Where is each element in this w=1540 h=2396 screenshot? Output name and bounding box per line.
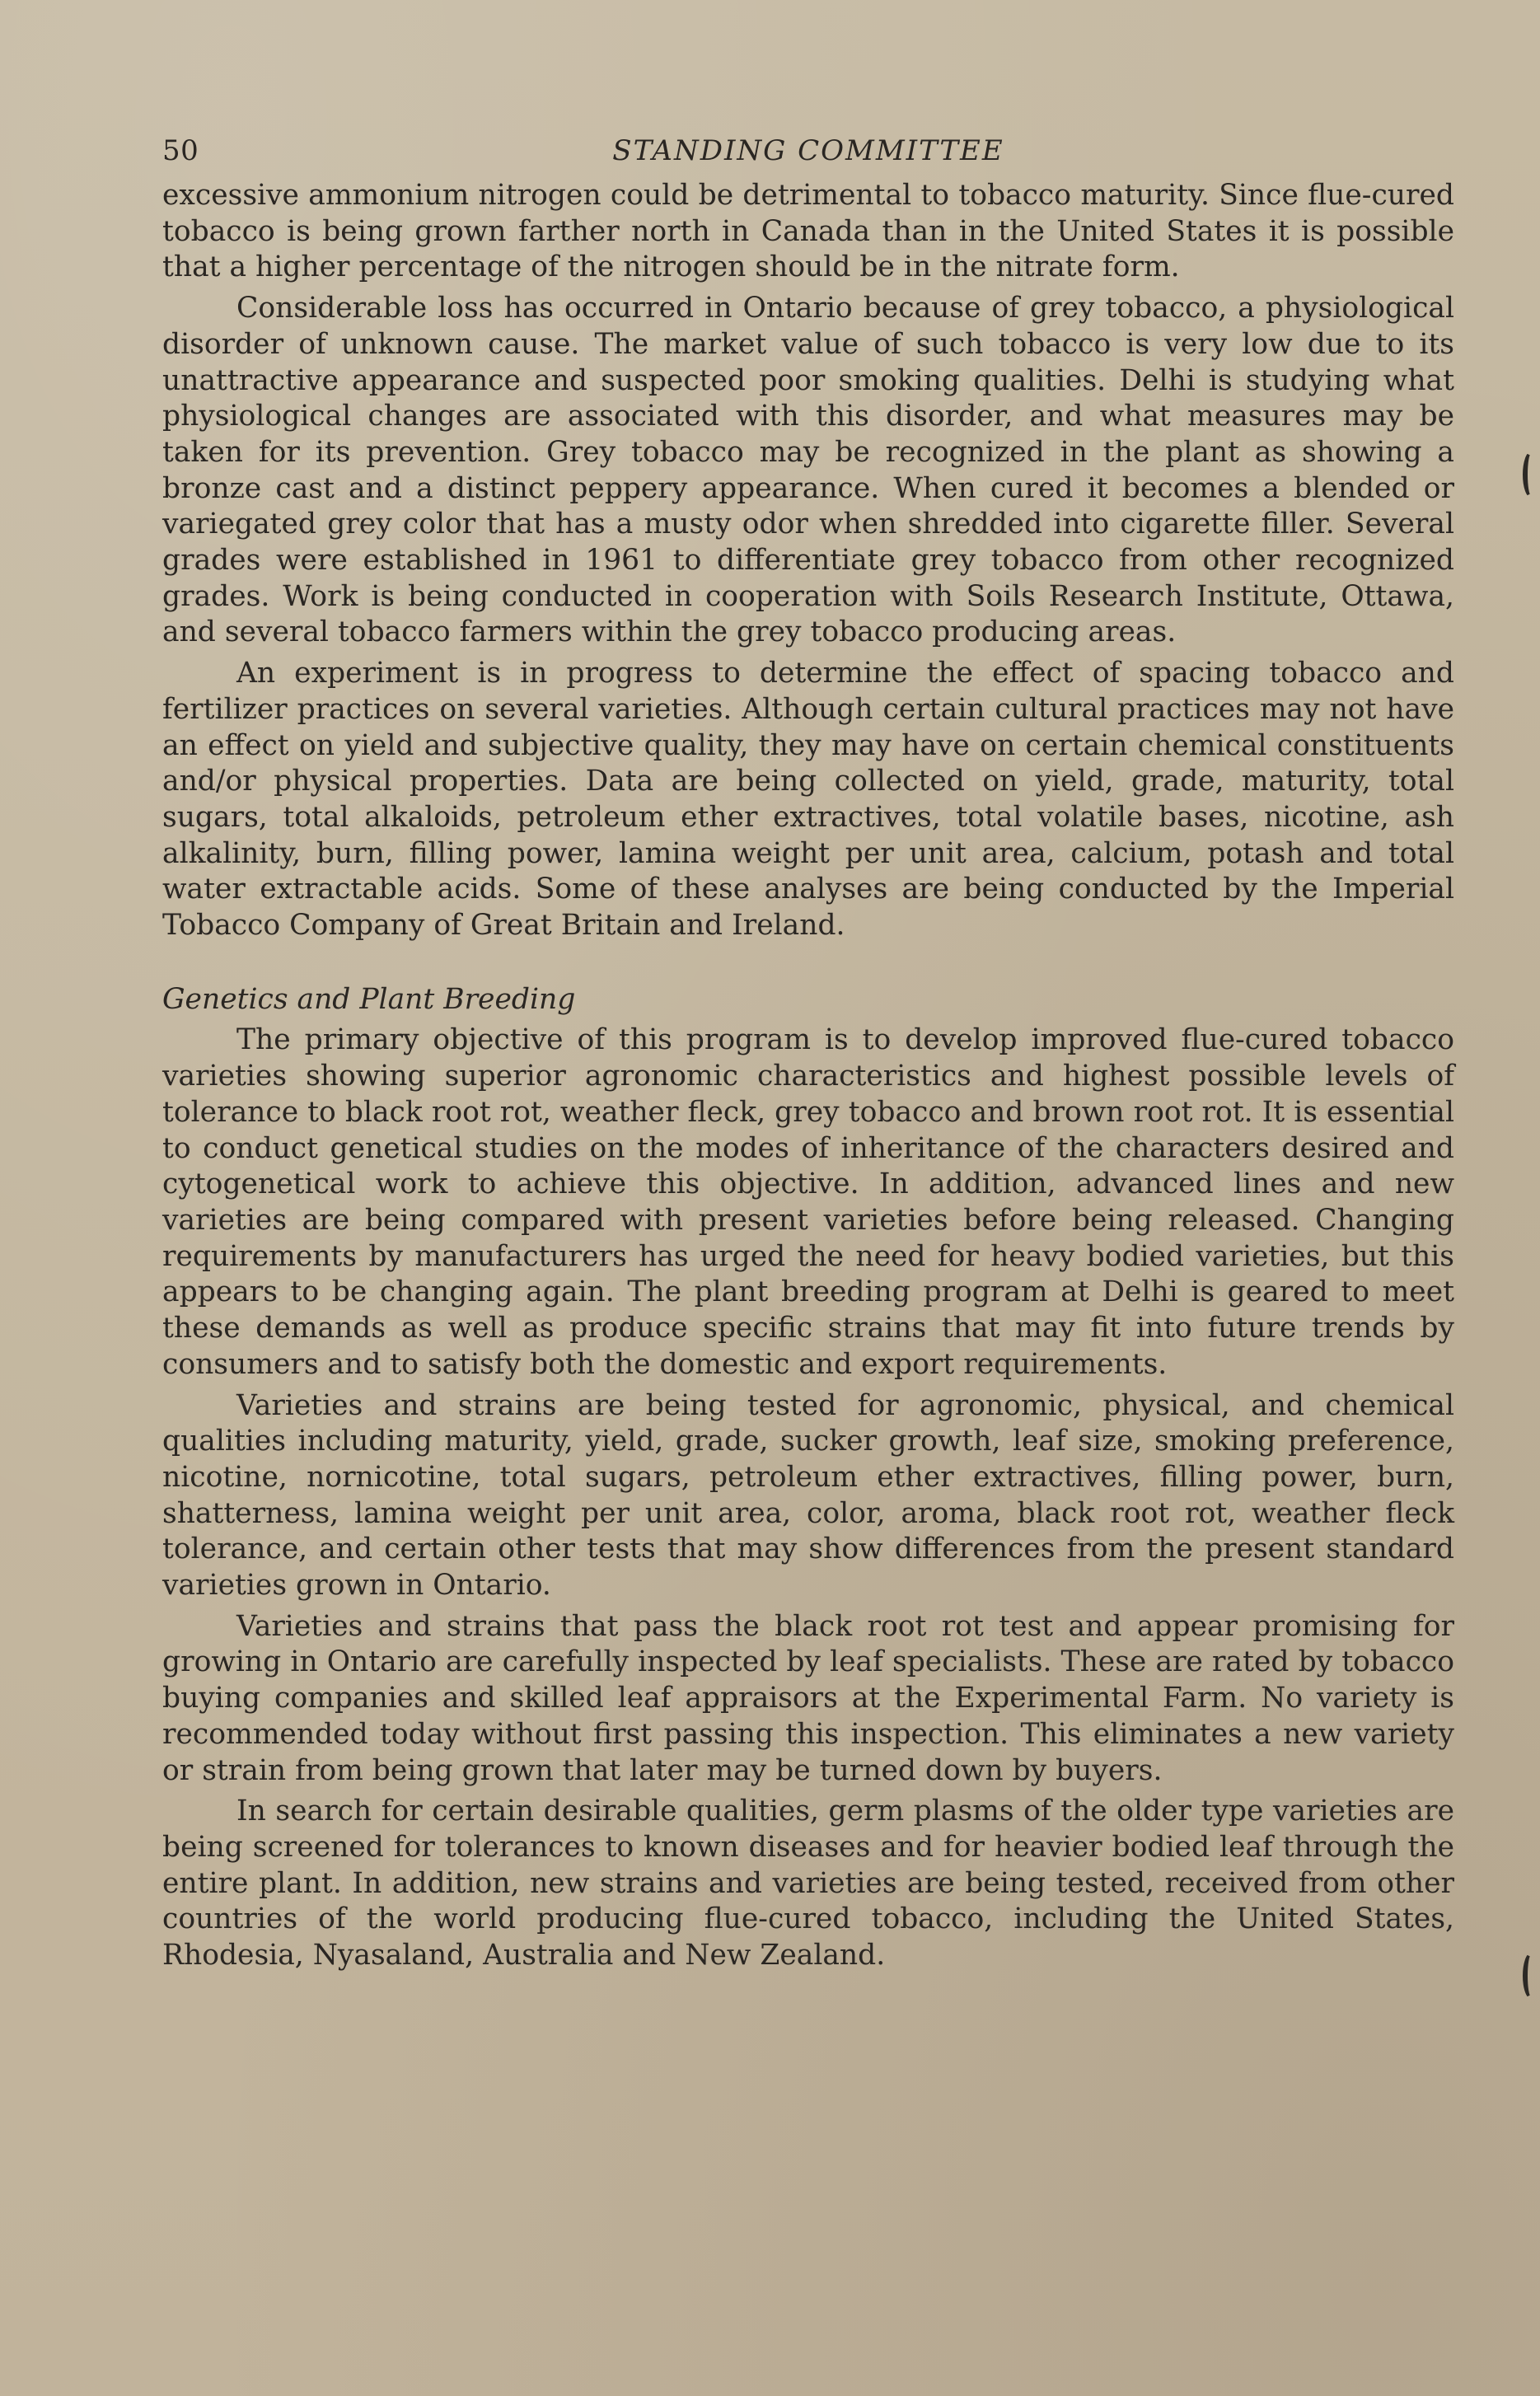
paragraph-germ-plasm: In search for certain desirable qualities, germ plasms of the older type varieties are being screened for tolerances to known diseases and for heavier bodied leaf through the entire plant. In addition, new strains and varieties are being tested, received from other countries of the world producing flue-cured tobacco, including the United States, Rhodesia, Nyasaland, Australia and New Zealand. — [162, 1795, 1454, 1972]
binding-hole-mark — [1523, 1953, 1539, 1999]
paragraph-continuation: excessive ammonium nitrogen could be detrimental to tobacco maturity. Since flue-cured tobacco is being grown farther north in Canada than in the United States it is possible that a higher percentage of the nitrogen should be in the nitrate form. — [162, 179, 1454, 284]
paragraph-variety-testing: Varieties and strains are being tested for agronomic, physical, and chemical qualities including maturity, yield, grade, sucker growth, leaf size, smoking preference, nicotine, nornicotine, total sugars, petroleum ether extractives, filling power, burn, shatterness, lamina weight per unit area, color, aroma, black root rot, weather fleck tolerance, and certain other tests that may show differences from the present standard varieties grown in Ontario. — [162, 1388, 1454, 1603]
paragraph-inspection: Varieties and strains that pass the black root rot test and appear promising for growing in Ontario are carefully inspected by leaf specialists. These are rated by tobacco buying companies and skilled leaf appraisors at the Experimental Farm. No variety is recommended today without first passing this inspection. This eliminates a new variety or strain from being grown that later may be turned down by buyers. — [162, 1609, 1454, 1787]
paragraph-spacing-experiment: An experiment is in progress to determine the effect of spacing tobacco and fertilizer practices on several varieties. Although certain cultural practices may not have an effect on yield and subjective quality, they may have on certain chemical constituents and/or physical properties. Data are being collected on yield, grade, maturity, total sugars, total alkaloids, petroleum ether extractives, total volatile bases, nicotine, ash alkalinity, burn, filling power, lamina weight per unit area, calcium, potash and total water extractable acids. Some of these analyses are being conducted by the Imperial Tobacco Company of Great Britain and Ireland. — [162, 657, 1454, 943]
running-title: STANDING COMMITTEE — [612, 134, 1004, 167]
page-number: 50 — [162, 134, 199, 167]
paragraph-grey-tobacco: Considerable loss has occurred in Ontario because of grey tobacco, a physiological disorder of unknown cause. The market value of such tobacco is very low due to its unattractive appearance and suspected poor smoking qualities. Delhi is studying what physiological changes are associated with this disorder, and what measures may be taken for its prevention. Grey tobacco may be recognized in the plant as showing a bronze cast and a distinct peppery appearance. When cured it becomes a blended or variegated grey color that has a musty odor when shredded into cigarette filler. Several grades were established in 1961 to differentiate grey tobacco from other recognized grades. Work is being conducted in cooperation with Soils Research Institute, Ottawa, and several tobacco farmers within the grey tobacco producing areas. — [162, 292, 1454, 649]
binding-hole-mark — [1523, 452, 1539, 498]
paragraph-breeding-objective: The primary objective of this program is to develop improved flue-cured tobacco varieties showing superior agronomic characteristics and highest possible levels of tolerance to black root rot, weather fleck, grey tobacco and brown root rot. It is essential to conduct genetical studies on the modes of inheritance of the characters desired and cytogenetical work to achieve this objective. In addition, advanced lines and new varieties are being compared with present varieties before being released. Changing requirements by manufacturers has urged the need for heavy bodied varieties, but this appears to be changing again. The plant breeding program at Delhi is geared to meet these demands as well as produce specific strains that may fit into future trends by consumers and to satisfy both the domestic and export requirements. — [162, 1023, 1454, 1381]
section-heading: Genetics and Plant Breeding — [162, 982, 576, 1016]
running-head — [162, 124, 1454, 178]
page-body — [162, 124, 1454, 1979]
